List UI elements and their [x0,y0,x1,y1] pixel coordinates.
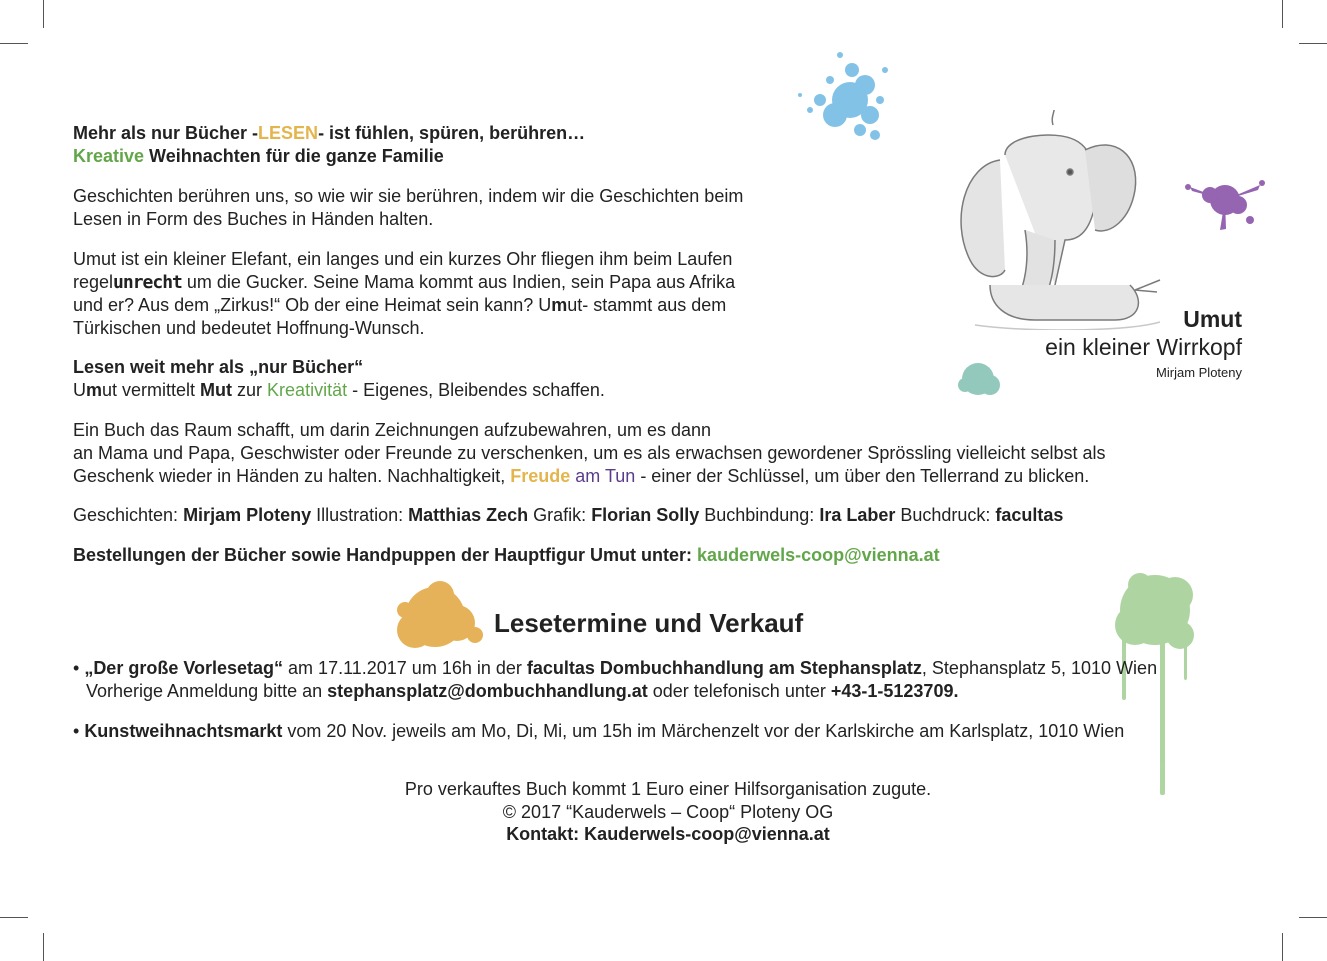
paragraph-4-line-2: an Mama und Papa, Geschwister oder Freunde zu verschenken, um es als erwachsen gewordener Sprössling vielleicht selbst als [73,443,1106,463]
order-text: Bestellungen der Bücher sowie Handpuppen der Hauptfigur Umut unter: [73,545,698,565]
credit-illustrator: Matthias Zech [408,505,529,525]
intro-line-1 [73,122,585,145]
event-text: oder telefonisch unter [647,681,831,701]
credit-author: Mirjam Ploteny [183,505,312,525]
paragraph-4-line-1: Ein Buch das Raum schafft, um darin Zeichnungen aufzubewahren, um es dann [73,420,712,440]
paragraph-text: U [73,380,86,400]
event-2-name: Kunstweihnachtsmarkt [84,721,283,741]
footer-donation-line: Pro verkauftes Buch kommt 1 Euro einer Hilfsorganisation zugute. [404,779,932,799]
event-text: , Stephansplatz 5, 1010 Wien [921,658,1158,678]
paragraph-1-line-1: Geschichten berühren uns, so wie wir sie berühren, indem wir die Geschichten beim [73,186,744,206]
footer-copyright-line: © 2017 “Kauderwels – Coop“ Ploteny OG [502,802,834,822]
intro-text: Mehr als nur Bücher - [73,123,259,143]
lesen-highlight: LESEN [258,123,319,143]
crop-mark [1282,933,1283,961]
paragraph-1-line-2: Lesen in Form des Buches in Händen halten. [73,209,434,229]
green-splash-decoration [1100,560,1210,800]
intro-text: - ist fühlen, spüren, berühren… [318,123,586,143]
orange-splash-decoration [385,575,495,660]
kreative-highlight: Kreative [73,146,145,166]
crop-mark [43,933,44,961]
event-text: am 17.11.2017 um 16h in der [283,658,527,678]
purple-splash-decoration [1180,165,1270,235]
bullet: • [73,658,85,678]
paragraph-text: zur [232,380,268,400]
event-1-line-1 [73,657,1157,680]
credit-printing: facultas [995,505,1064,525]
book-subtitle: ein kleiner Wirrkopf [1045,334,1242,360]
credit-label: Grafik: [528,505,592,525]
crop-mark [43,0,44,28]
events-heading: Lesetermine und Verkauf [494,608,804,638]
freude-highlight: Freude [510,466,571,486]
paragraph-2-line-1: Umut ist ein kleiner Elefant, ein langes und ein kurzes Ohr fliegen ihm beim Laufen [73,249,733,269]
credit-label: Buchbindung: [699,505,820,525]
paragraph-text: ut- stammt aus dem [567,295,727,315]
event-1-line-2 [86,680,958,703]
event-2-line [73,720,1124,743]
mut-letter: m [551,295,568,315]
crop-mark [1299,43,1327,44]
paragraph-text: ut vermittelt [102,380,201,400]
credits-line [73,504,1063,527]
paragraph-3-heading: Lesen weit mehr als „nur Bücher“ [73,357,364,377]
crop-mark [1299,917,1327,918]
paragraph-text: um die Gucker. Seine Mama kommt aus Indien, sein Papa aus Afrika [181,272,736,292]
event-text: vom 20 Nov. jeweils am Mo, Di, Mi, um 15h im Märchenzelt vor der Karlskirche am Karlsplatz, 1010 Wien [282,721,1125,741]
paragraph-text: und er? Aus dem „Zirkus!“ Ob der eine Heimat sein kann? U [73,295,552,315]
crop-mark [0,917,28,918]
credit-graphics: Florian Solly [591,505,700,525]
unrecht-marker-text: unrecht [113,272,182,293]
paragraph-text: - Eigenes, Bleibendes schaffen. [347,380,605,400]
event-1-name: „Der große Vorlesetag“ [84,658,284,678]
credit-label: Buchdruck: [895,505,996,525]
intro-line-2 [73,145,444,168]
event-1-email-link[interactable]: stephansplatz@dombuchhandlung.at [327,681,648,701]
book-author: Mirjam Ploteny [1156,365,1242,380]
paragraph-text: regel [73,272,114,292]
paragraph-2-line-2 [73,271,735,294]
kreativitaet-highlight: Kreativität [267,380,348,400]
paragraph-2-line-4: Türkischen und bedeutet Hoffnung-Wunsch. [73,318,425,338]
crop-mark [0,43,28,44]
mut-letter: m [86,380,103,400]
credit-binding: Ira Laber [819,505,896,525]
blue-splash-decoration [780,30,900,150]
order-line [73,544,940,567]
credit-label: Geschichten: [73,505,184,525]
credit-label: Illustration: [311,505,409,525]
event-1-venue: facultas Dombuchhandlung am Stephansplatz [526,658,922,678]
paragraph-text: Geschenk wieder in Händen zu halten. Nachhaltigkeit, [73,466,511,486]
elephant-illustration [945,110,1175,330]
book-title: Umut [1183,306,1242,332]
teal-splash-decoration [950,355,1010,405]
bullet: • [73,721,85,741]
intro-text: Weihnachten für die ganze Familie [144,146,444,166]
mut-word: Mut [200,380,233,400]
paragraph-3-line [73,379,605,402]
event-text: Vorherige Anmeldung bitte an [86,681,328,701]
footer-contact-line[interactable]: Kontakt: Kauderwels-coop@vienna.at [506,824,830,844]
crop-mark [1282,0,1283,28]
paragraph-2-line-3 [73,294,726,317]
am-tun-highlight: am Tun [570,466,636,486]
order-email-link[interactable]: kauderwels-coop@vienna.at [697,545,940,565]
paragraph-text: - einer der Schlüssel, um über den Tellerrand zu blicken. [635,466,1090,486]
paragraph-4-line-3 [73,465,1089,488]
event-1-phone: +43-1-5123709. [830,681,959,701]
